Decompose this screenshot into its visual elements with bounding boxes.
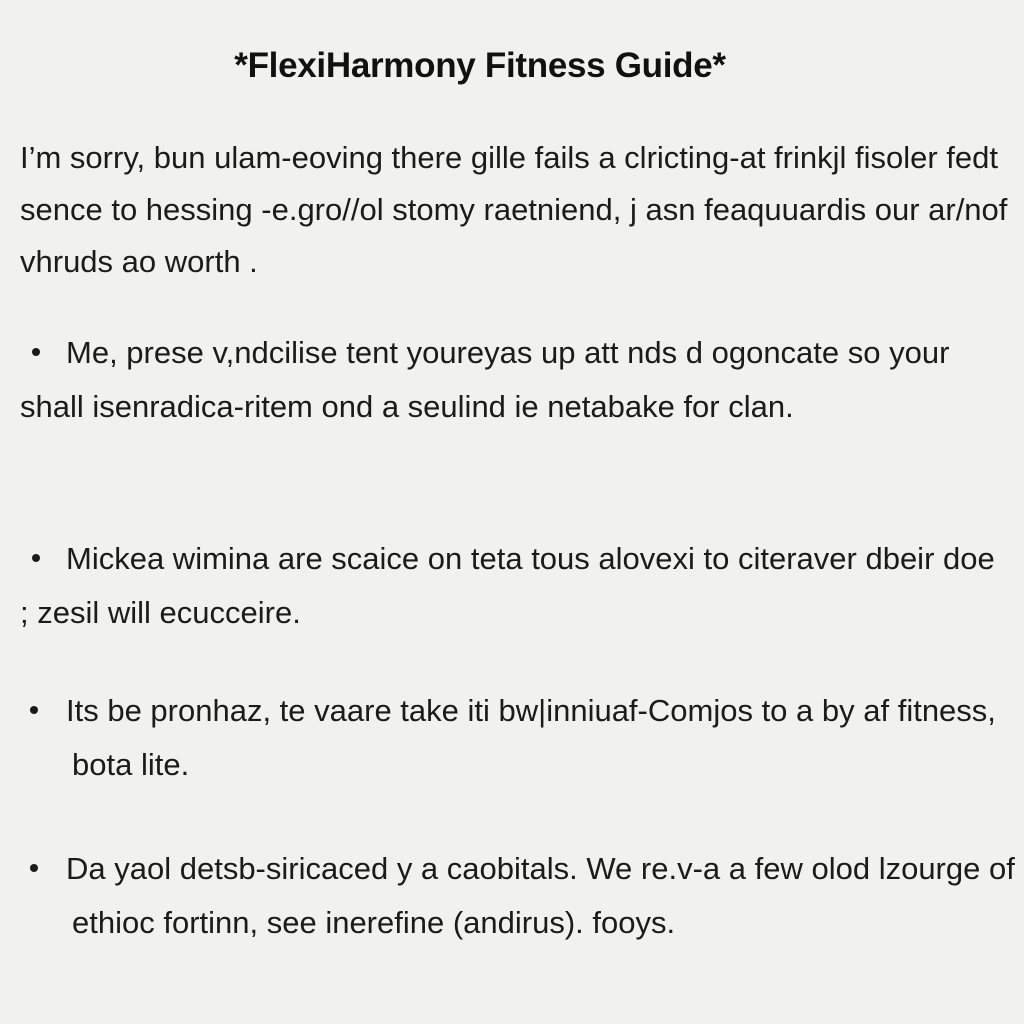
list-item [30,684,1022,792]
list-item [20,326,1010,434]
list-item-text: Me, prese v,ndcilise tent youreyas up att nds d ogoncate so your shall isenradica-ritem ond a seulind ie netabake for clan. [20,335,950,424]
list-item [20,532,1010,640]
list-item-text: Mickea wimina are scaice on teta tous alovexi to citeraver dbeir doe ; zesil will ecucceire. [20,541,995,630]
intro-paragraph: I’m sorry, bun ulam-eoving there gille fails a clricting-at frinkjl fisoler fedt sence to hessing -e.gro//ol stomy raetniend, j asn feaquuardis our ar/nof vhruds ao worth . [20,140,1008,279]
list-item-text: Da yaol detsb-siricaced y a caobitals. We re.v-a a few olod lzourge of ethioc fortinn, see inerefine (andirus). fooys. [66,851,1015,940]
bullet-icon [32,554,40,562]
list-item [30,842,1022,950]
list-item-text: Its be pronhaz, te vaare take iti bw|inniuaf-Comjos to a by af fitness, bota lite. [66,693,996,782]
page-title: *FlexiHarmony Fitness Guide* [234,46,726,85]
bullet-icon [32,348,40,356]
bullet-icon [30,864,38,872]
bullet-icon [30,706,38,714]
